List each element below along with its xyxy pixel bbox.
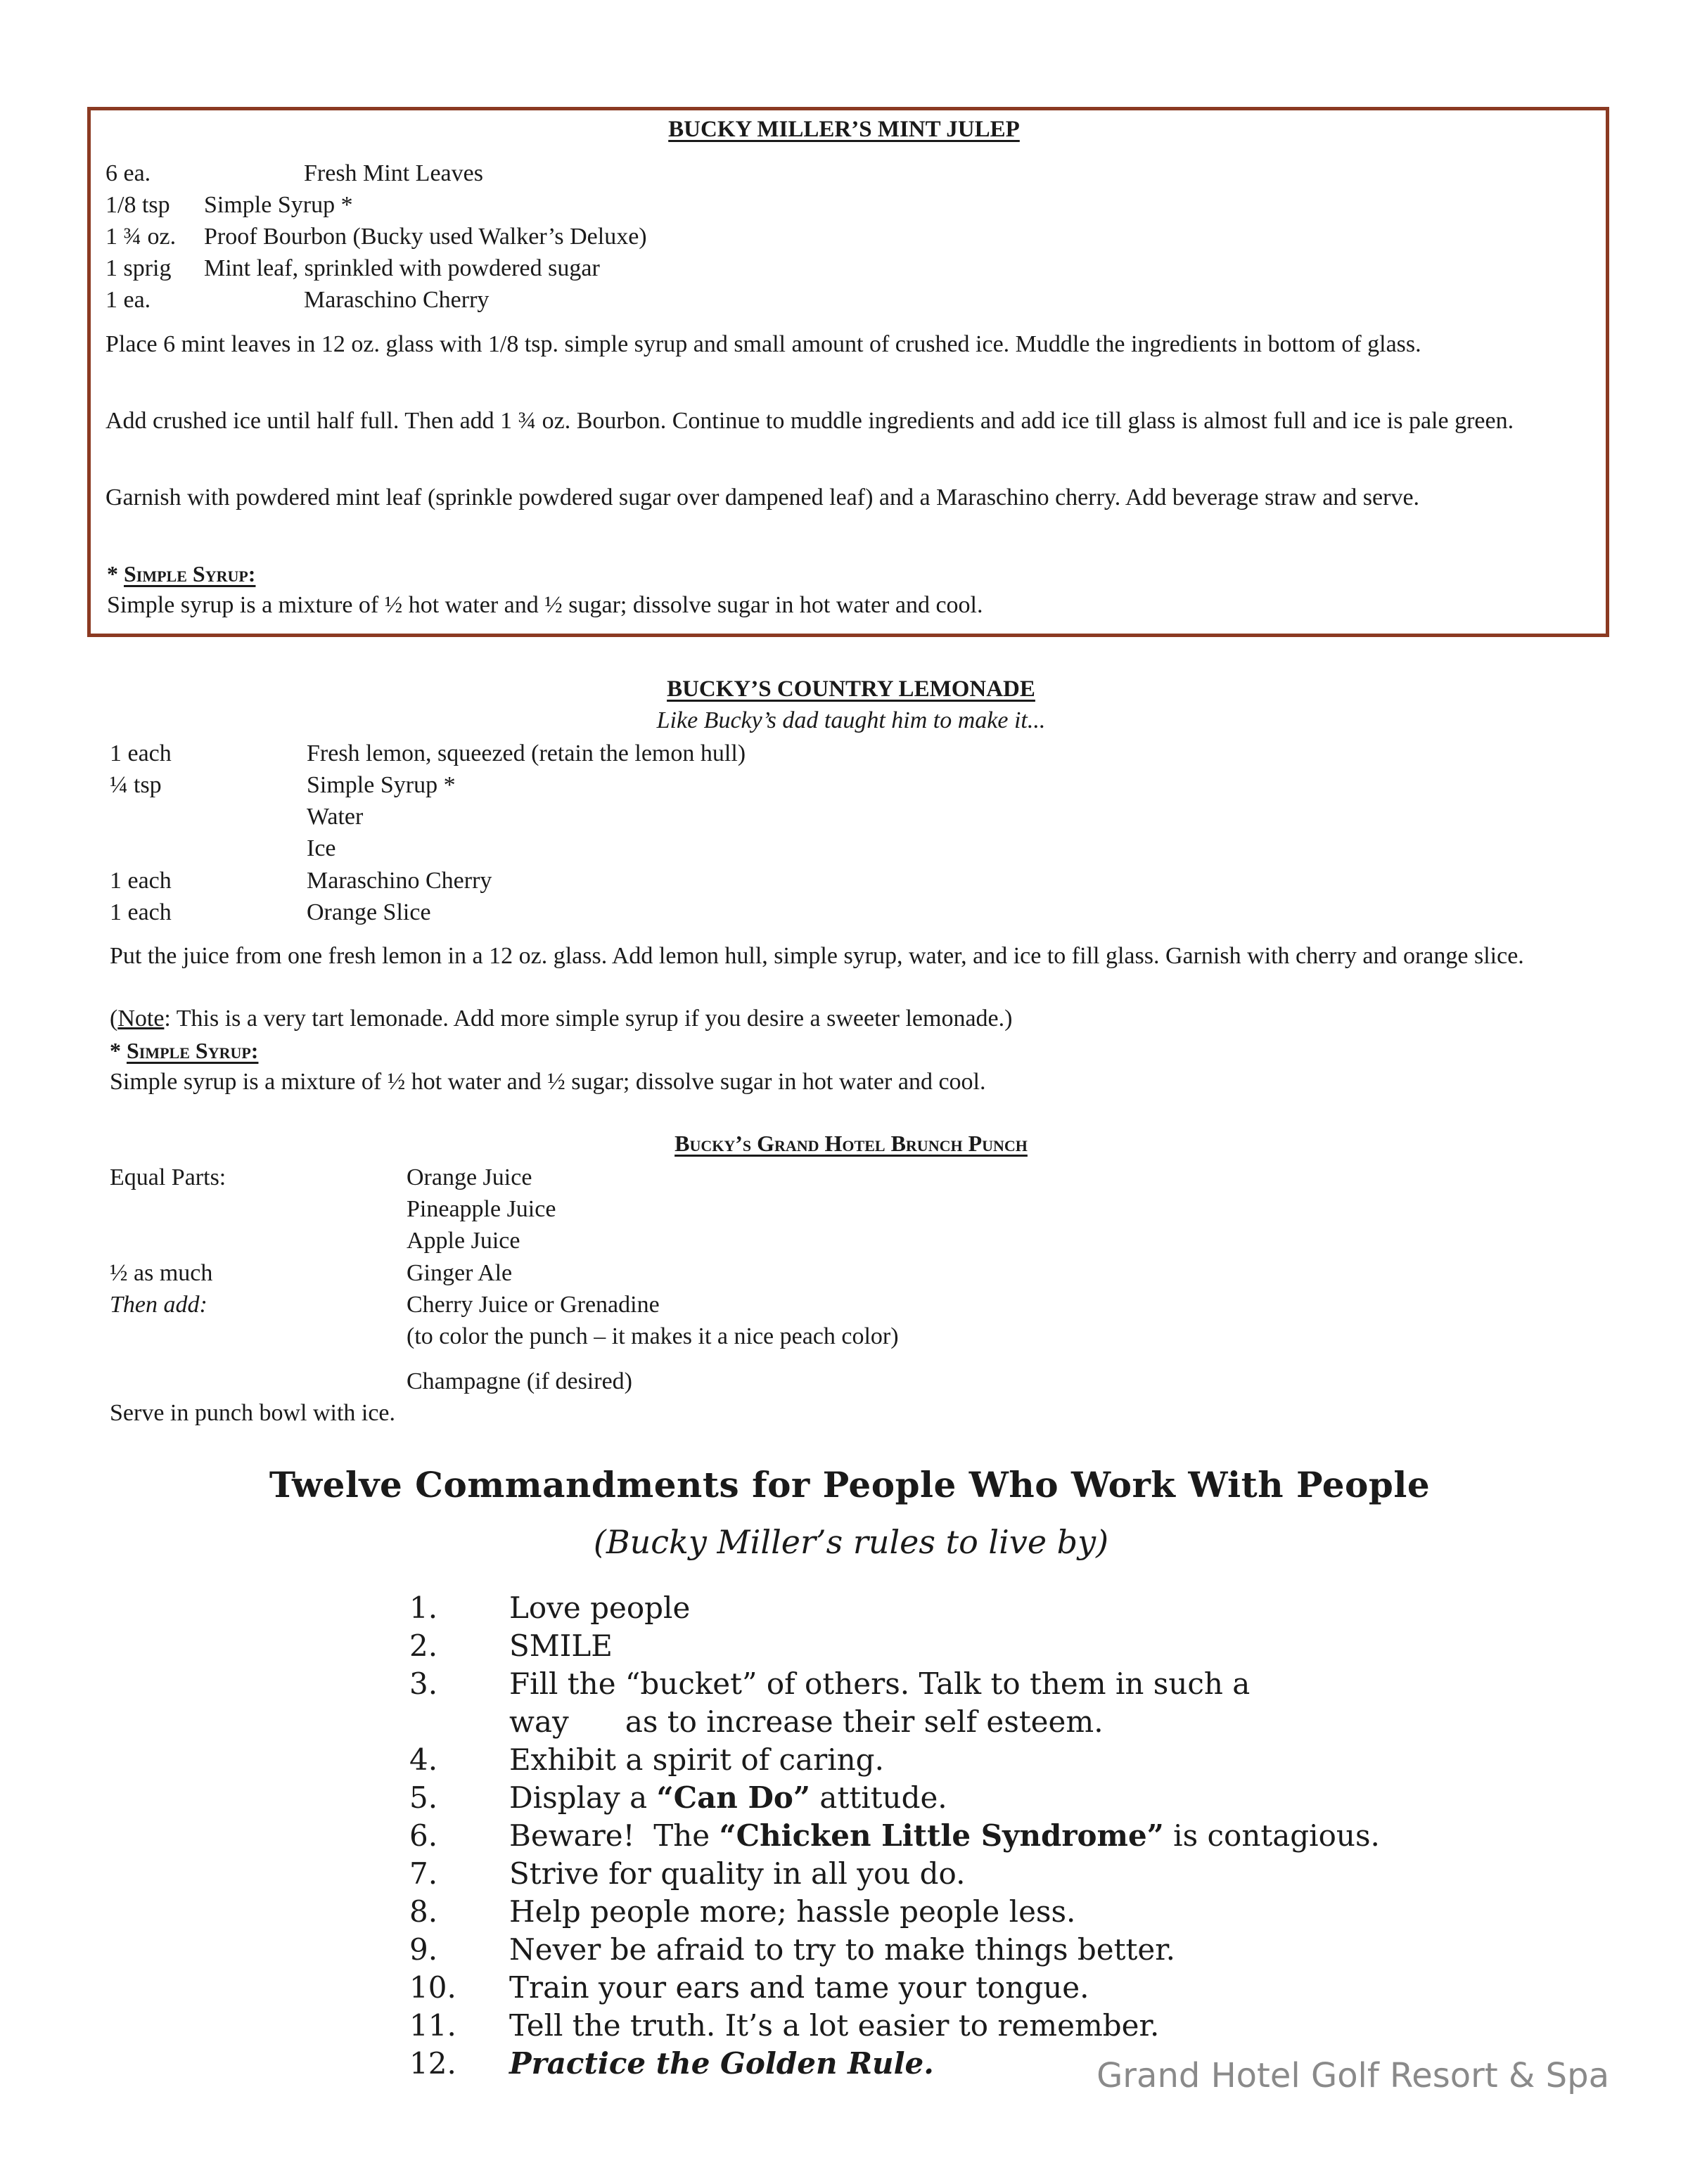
cmd-text-8: Help people more; hassle people less. bbox=[509, 1894, 1076, 1929]
cmd-text-10: Train your ears and tame your tongue. bbox=[509, 1970, 1089, 2005]
cmd-num-9: 9. bbox=[409, 1932, 438, 1967]
syrup-asterisk: * bbox=[110, 1038, 121, 1063]
footer-resort-name: Grand Hotel Golf Resort & Spa bbox=[1096, 2056, 1609, 2095]
cmd-text-6 bbox=[509, 1818, 1380, 1853]
cmd-num-11: 11. bbox=[409, 2008, 456, 2043]
cmd-num-10: 10. bbox=[409, 1970, 456, 2005]
commandments-heading: Twelve Commandments for People Who Work With People bbox=[269, 1464, 1431, 1505]
punch-item-2: Pineapple Juice bbox=[407, 1196, 556, 1222]
julep-item-2: Simple Syrup * bbox=[204, 192, 353, 218]
punch-item-3: Apple Juice bbox=[407, 1228, 520, 1254]
julep-step-3: Garnish with powdered mint leaf (sprinkle powdered sugar over dampened leaf) and a Maraschino cherry. Add beverage straw and serve. bbox=[106, 484, 1420, 510]
note-text: : This is a very tart lemonade. Add more simple syrup if you desire a sweeter lemonade.) bbox=[164, 1006, 1013, 1032]
syrup-heading-text: Simple Syrup: bbox=[127, 1038, 259, 1063]
lemonade-instructions: Put the juice from one fresh lemon in a 12 oz. glass. Add lemon hull, simple syrup, water, and ice to fill glass. Garnish with cherry and orange slice. bbox=[110, 943, 1524, 969]
cmd-5-post: attitude. bbox=[810, 1780, 947, 1815]
lemonade-qty-2: ¼ tsp bbox=[110, 772, 162, 798]
cmd-text-2: SMILE bbox=[509, 1629, 613, 1663]
lemonade-item-2: Simple Syrup * bbox=[307, 772, 456, 798]
cmd-text-9: Never be afraid to try to make things better. bbox=[509, 1932, 1176, 1967]
lemonade-qty-6: 1 each bbox=[110, 899, 172, 925]
lemonade-item-6: Orange Slice bbox=[307, 899, 431, 925]
cmd-text-11: Tell the truth. It’s a lot easier to remember. bbox=[509, 2008, 1160, 2043]
cmd-5-pre: Display a bbox=[509, 1780, 657, 1815]
syrup-heading-text: Simple Syrup: bbox=[124, 561, 256, 586]
lemonade-item-1: Fresh lemon, squeezed (retain the lemon hull) bbox=[307, 740, 746, 766]
lemonade-title: BUCKY’S COUNTRY LEMONADE bbox=[667, 676, 1035, 702]
cmd-num-4: 4. bbox=[409, 1742, 438, 1777]
cmd-6-bold: “Chicken Little Syndrome” bbox=[719, 1818, 1164, 1853]
julep-syrup-heading bbox=[107, 561, 255, 587]
punch-serve: Serve in punch bowl with ice. bbox=[110, 1400, 396, 1426]
cmd-num-8: 8. bbox=[409, 1894, 438, 1929]
cmd-text-4: Exhibit a spirit of caring. bbox=[509, 1742, 884, 1777]
cmd-num-1: 1. bbox=[409, 1591, 438, 1625]
punch-qty-5: Then add: bbox=[110, 1292, 207, 1318]
cmd-num-2: 2. bbox=[409, 1629, 438, 1663]
cmd-text-3: Fill the “bucket” of others. Talk to them in such a bbox=[509, 1666, 1251, 1701]
punch-item-6: (to color the punch – it makes it a nice peach color) bbox=[407, 1323, 899, 1349]
cmd-num-5: 5. bbox=[409, 1780, 438, 1815]
punch-qty-4: ½ as much bbox=[110, 1260, 213, 1286]
julep-qty-5: 1 ea. bbox=[106, 287, 151, 313]
cmd-text-1: Love people bbox=[509, 1591, 691, 1625]
lemonade-syrup-heading bbox=[110, 1038, 258, 1064]
cmd-text-7: Strive for quality in all you do. bbox=[509, 1856, 966, 1891]
punch-item-4: Ginger Ale bbox=[407, 1260, 513, 1286]
punch-item-5: Cherry Juice or Grenadine bbox=[407, 1292, 660, 1318]
lemonade-qty-1: 1 each bbox=[110, 740, 172, 766]
lemonade-syrup-text: Simple syrup is a mixture of ½ hot water and ½ sugar; dissolve sugar in hot water and cool. bbox=[110, 1069, 986, 1095]
julep-syrup-text: Simple syrup is a mixture of ½ hot water and ½ sugar; dissolve sugar in hot water and cool. bbox=[107, 592, 983, 618]
syrup-asterisk: * bbox=[107, 561, 118, 586]
note-open: ( bbox=[110, 1006, 118, 1032]
cmd-text-12: Practice the Golden Rule. bbox=[509, 2046, 934, 2081]
julep-title: BUCKY MILLER’S MINT JULEP bbox=[668, 117, 1020, 142]
punch-title: Bucky’s Grand Hotel Brunch Punch bbox=[674, 1131, 1028, 1156]
cmd-num-7: 7. bbox=[409, 1856, 438, 1891]
julep-item-3: Proof Bourbon (Bucky used Walker’s Deluxe) bbox=[204, 224, 647, 250]
lemonade-item-3: Water bbox=[307, 804, 364, 830]
lemonade-note bbox=[110, 1006, 1012, 1032]
cmd-num-6: 6. bbox=[409, 1818, 438, 1853]
cmd-text-5 bbox=[509, 1780, 947, 1815]
punch-champagne: Champagne (if desired) bbox=[407, 1368, 632, 1394]
cmd-num-3: 3. bbox=[409, 1666, 438, 1701]
cmd-num-12: 12. bbox=[409, 2046, 456, 2081]
lemonade-qty-5: 1 each bbox=[110, 868, 172, 894]
note-label: Note bbox=[117, 1006, 165, 1032]
julep-step-2: Add crushed ice until half full. Then add 1 ¾ oz. Bourbon. Continue to muddle ingredients and add ice till glass is almost full and ice is pale green. bbox=[106, 408, 1514, 434]
julep-qty-4: 1 sprig bbox=[106, 255, 172, 281]
cmd-5-bold: “Can Do” bbox=[656, 1780, 811, 1815]
julep-qty-3: 1 ¾ oz. bbox=[106, 224, 177, 250]
julep-qty-1: 6 ea. bbox=[106, 160, 151, 186]
cmd-6-post: is contagious. bbox=[1163, 1818, 1380, 1853]
lemonade-subtitle: Like Bucky’s dad taught him to make it... bbox=[656, 707, 1046, 733]
julep-step-1: Place 6 mint leaves in 12 oz. glass with 1/8 tsp. simple syrup and small amount of crushed ice. Muddle the ingredients in bottom of glass. bbox=[106, 331, 1421, 357]
julep-item-4: Mint leaf, sprinkled with powdered sugar bbox=[204, 255, 600, 281]
lemonade-item-5: Maraschino Cherry bbox=[307, 868, 492, 894]
punch-qty-1: Equal Parts: bbox=[110, 1164, 226, 1190]
cmd-6-pre: Beware! The bbox=[509, 1818, 720, 1853]
lemonade-item-4: Ice bbox=[307, 835, 336, 861]
cmd-text-3-cont: way as to increase their self esteem. bbox=[509, 1704, 1104, 1739]
julep-item-1: Fresh Mint Leaves bbox=[304, 160, 483, 186]
julep-qty-2: 1/8 tsp bbox=[106, 192, 170, 218]
commandments-subheading: (Bucky Miller’s rules to live by) bbox=[593, 1523, 1109, 1561]
julep-item-5: Maraschino Cherry bbox=[304, 287, 490, 313]
punch-item-1: Orange Juice bbox=[407, 1164, 532, 1190]
